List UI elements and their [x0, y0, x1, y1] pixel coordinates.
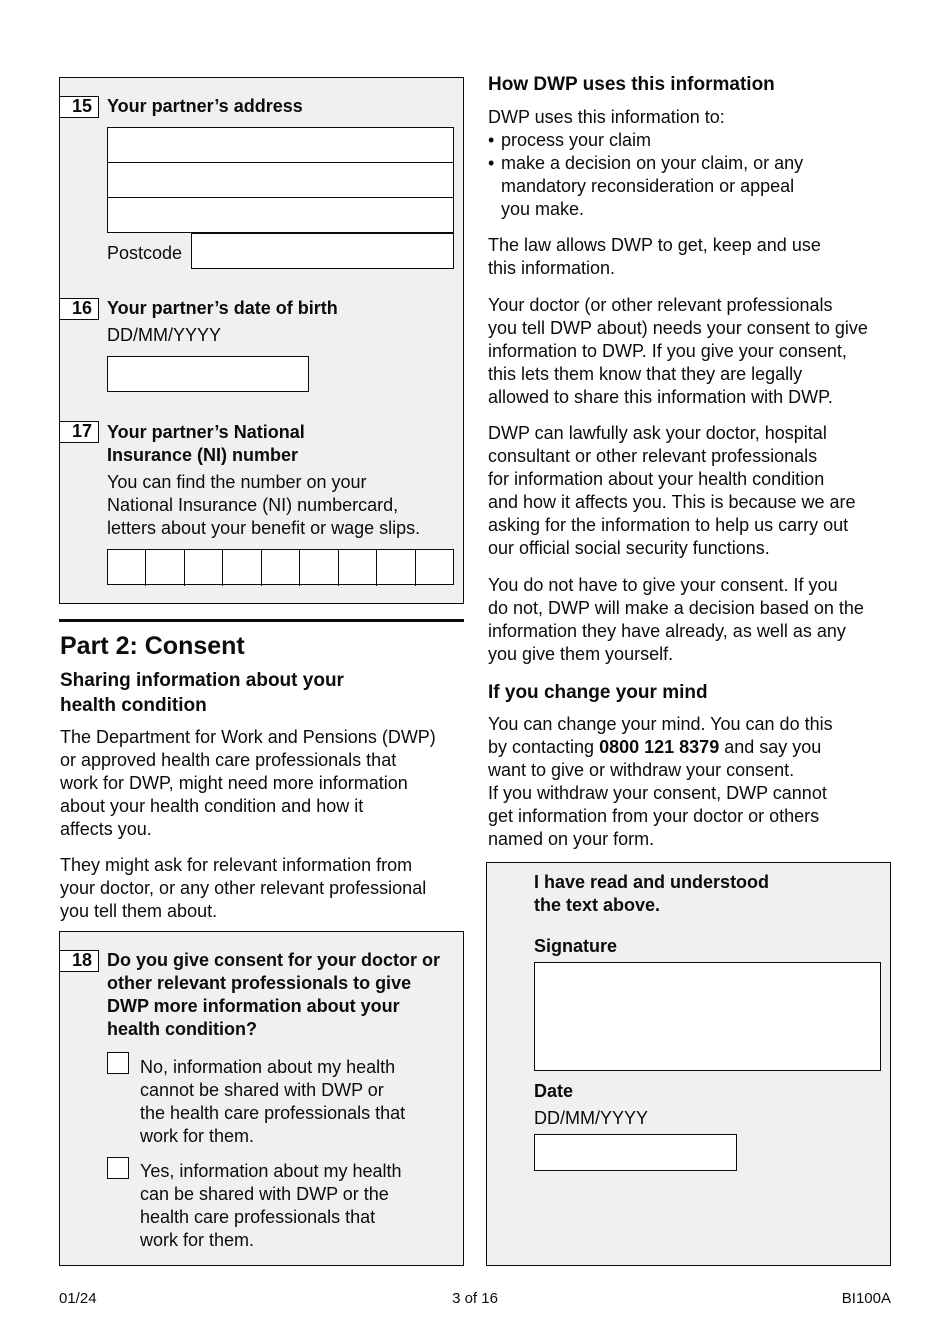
postcode-label: Postcode	[107, 243, 183, 263]
paragraph-line: work for DWP, might need more information	[60, 773, 408, 793]
signature-field[interactable]	[534, 962, 881, 1071]
confirmation-statement	[534, 871, 769, 917]
paragraph-line: You do not have to give your consent. If you	[488, 575, 838, 595]
date-hint: DD/MM/YYYY	[534, 1108, 649, 1128]
consent-question-section	[59, 931, 464, 1266]
address-line-3-input[interactable]	[107, 197, 454, 233]
part-divider-rule	[59, 619, 464, 622]
bullet-line: mandatory reconsideration or appeal	[501, 176, 795, 196]
paragraph-line: DWP can lawfully ask your doctor, hospital	[488, 423, 827, 443]
partner-details-section	[59, 77, 464, 604]
ni-cell-divider	[145, 550, 146, 586]
option-line: the health care professionals that	[140, 1103, 406, 1123]
consent-optional-paragraph	[488, 574, 864, 666]
phone-line-post: and say you	[719, 737, 822, 757]
paragraph-line: affects you.	[60, 819, 152, 839]
option-line: work for them.	[140, 1126, 255, 1146]
ni-cell-divider	[338, 550, 339, 586]
option-line: Yes, information about my health	[140, 1161, 402, 1181]
partner-date-of-birth-input[interactable]	[107, 356, 309, 392]
question-16-number: 16	[60, 298, 99, 320]
paragraph-line: The law allows DWP to get, keep and use	[488, 235, 821, 255]
part-2-subheading	[60, 668, 344, 718]
paragraph-line: get information from your doctor or others	[488, 806, 820, 826]
question-line: health condition?	[107, 1019, 257, 1039]
usage-bullets	[488, 129, 898, 221]
question-18-title	[107, 949, 440, 1041]
ni-cell-divider	[415, 550, 416, 586]
part-2-intro-paragraph	[60, 726, 436, 841]
signature-label: Signature	[534, 936, 618, 956]
paragraph-line: want to give or withdraw your consent.	[488, 760, 795, 780]
paragraph-line: The Department for Work and Pensions (DWP)	[60, 727, 436, 747]
how-intro: DWP uses this information to:	[488, 107, 725, 127]
how-dwp-uses-heading: How DWP uses this information	[488, 74, 775, 95]
paragraph-line: information to DWP. If you give your consent,	[488, 341, 847, 361]
paragraph-line: Your doctor (or other relevant professionals	[488, 295, 833, 315]
paragraph-line: named on your form.	[488, 829, 655, 849]
option-line: cannot be shared with DWP or	[140, 1080, 384, 1100]
paragraph-line: do not, DWP will make a decision based on the	[488, 598, 864, 618]
doctor-consent-paragraph	[488, 294, 868, 409]
paragraph-line: allowed to share this information with DWP.	[488, 387, 833, 407]
law-paragraph	[488, 234, 821, 280]
address-line-1-input[interactable]	[107, 127, 454, 163]
date-of-birth-hint: DD/MM/YYYY	[107, 325, 222, 345]
paragraph-line: our official social security functions.	[488, 538, 770, 558]
question-line: DWP more information about your	[107, 996, 400, 1016]
paragraph-line: your doctor, or any other relevant professional	[60, 878, 427, 898]
paragraph-line: and how it affects you. This is because we are	[488, 492, 856, 512]
consent-no-label	[140, 1056, 405, 1148]
paragraph-line: about your health condition and how it	[60, 796, 364, 816]
ni-cell-divider	[184, 550, 185, 586]
paragraph-line: They might ask for relevant information from	[60, 855, 413, 875]
ni-cell-divider	[299, 550, 300, 586]
confirm-line: I have read and understood	[534, 872, 770, 892]
consent-no-checkbox[interactable]	[107, 1052, 129, 1074]
question-18-number: 18	[60, 950, 99, 972]
how-dwp-uses-list	[488, 106, 898, 221]
question-line: other relevant professionals to give	[107, 973, 412, 993]
option-line: can be shared with DWP or the	[140, 1184, 389, 1204]
hint-line: You can find the number on your	[107, 472, 367, 492]
change-mind-paragraph	[488, 713, 833, 851]
part-2-sources-paragraph	[60, 854, 426, 923]
paragraph-line: consultant or other relevant professionals	[488, 446, 818, 466]
address-line-2-input[interactable]	[107, 162, 454, 198]
postcode-input[interactable]	[191, 233, 454, 269]
change-mind-heading: If you change your mind	[488, 682, 708, 703]
date-label: Date	[534, 1081, 574, 1101]
question-line: Do you give consent for your doctor or	[107, 950, 441, 970]
question-17-title	[107, 421, 305, 467]
consent-yes-label	[140, 1160, 402, 1252]
part-2-heading: Part 2: Consent	[60, 632, 245, 660]
hint-line: letters about your benefit or wage slips.	[107, 518, 421, 538]
ni-cell-divider	[222, 550, 223, 586]
ni-number-input[interactable]	[107, 549, 454, 585]
signature-date-input[interactable]	[534, 1134, 737, 1171]
bullet-line: • make a decision on your claim, or any	[501, 153, 804, 173]
ni-number-hint	[107, 471, 420, 540]
phone-line-pre: by contacting	[488, 737, 600, 757]
bullet-item	[488, 129, 898, 152]
question-15-title: Your partner’s address	[107, 96, 303, 116]
paragraph-line: You can change your mind. You can do this	[488, 714, 833, 734]
paragraph-line: If you withdraw your consent, DWP cannot	[488, 783, 827, 803]
paragraph-line: you tell them about.	[60, 901, 218, 921]
lawful-request-paragraph	[488, 422, 856, 560]
paragraph-line: for information about your health condition	[488, 469, 825, 489]
footer-date-code: 01/24	[59, 1290, 97, 1307]
paragraph-line: information they have already, as well as any	[488, 621, 846, 641]
paragraph-line: you tell DWP about) needs your consent to give	[488, 318, 868, 338]
bullet-item	[488, 152, 898, 221]
question-17-title-line: Insurance (NI) number	[107, 445, 299, 465]
paragraph-line: this lets them know that they are legally	[488, 364, 803, 384]
ni-cell-divider	[261, 550, 262, 586]
paragraph-line: asking for the information to help us carry out	[488, 515, 849, 535]
signature-section	[486, 862, 891, 1266]
question-17-number: 17	[60, 421, 99, 443]
question-16-title: Your partner’s date of birth	[107, 298, 338, 318]
ni-cell-divider	[376, 550, 377, 586]
bullet-line: process your claim	[501, 130, 652, 150]
question-17-title-line: Your partner’s National	[107, 422, 305, 442]
page-number: 3 of 16	[452, 1290, 498, 1307]
subheading-line: Sharing information about your	[60, 670, 344, 691]
confirm-line: the text above.	[534, 895, 661, 915]
bullet-line: you make.	[501, 199, 585, 219]
paragraph-line: you give them yourself.	[488, 644, 674, 664]
option-line: work for them.	[140, 1230, 255, 1250]
paragraph-line: or approved health care professionals that	[60, 750, 397, 770]
subheading-line: health condition	[60, 695, 207, 716]
hint-line: National Insurance (NI) numbercard,	[107, 495, 399, 515]
consent-yes-checkbox[interactable]	[107, 1157, 129, 1179]
option-line: health care professionals that	[140, 1207, 376, 1227]
form-code: BI100A	[841, 1290, 891, 1307]
helpline-phone-number: 0800 121 8379	[599, 737, 720, 757]
paragraph-line: this information.	[488, 258, 616, 278]
question-15-number: 15	[60, 96, 99, 118]
option-line: No, information about my health	[140, 1057, 396, 1077]
phone-line	[488, 736, 833, 759]
